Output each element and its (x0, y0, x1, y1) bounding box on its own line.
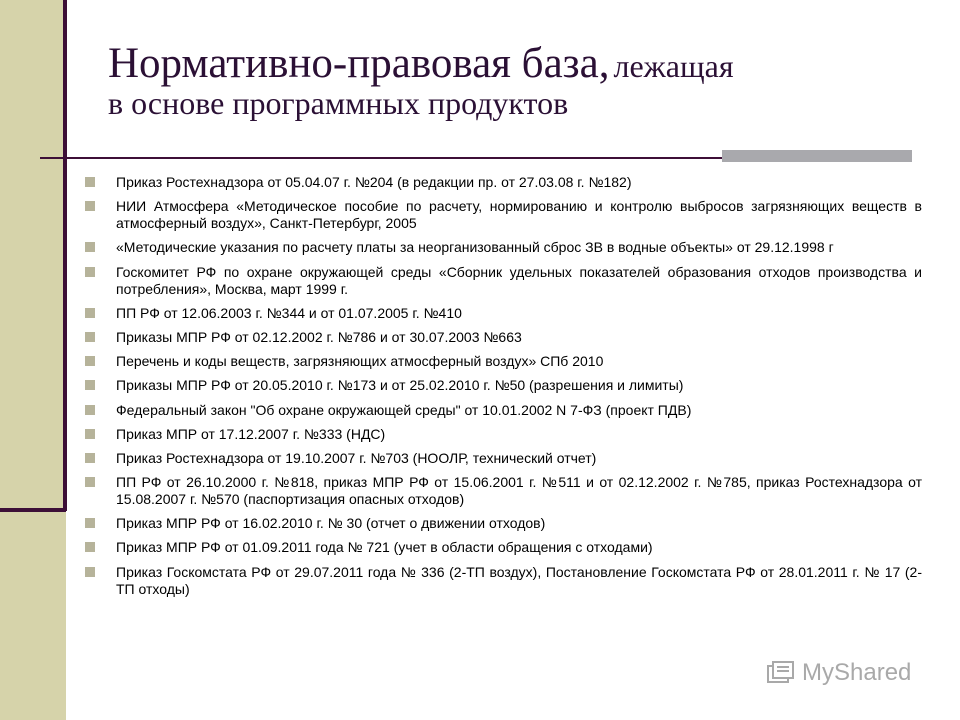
bullet-square-icon (85, 542, 95, 552)
list-item: Приказ Ростехнадзора от 05.04.07 г. №204 (в редакции пр. от 27.03.08 г. №182) (82, 174, 922, 191)
list-item: Приказ Ростехнадзора от 19.10.2007 г. №703 (НООЛР, технический отчет) (82, 450, 922, 467)
bullet-square-icon (85, 332, 95, 342)
list-item: Федеральный закон "Об охране окружающей среды" от 10.01.2002 N 7-ФЗ (проект ПДВ) (82, 402, 922, 419)
title-divider-accent (722, 150, 912, 162)
list-item: Приказ Госкомстата РФ от 29.07.2011 года № 336 (2-ТП воздух), Постановление Госкомстата РФ от 28.01.2011 г. № 17 (2-ТП отходы) (82, 564, 922, 598)
title-line-2: в основе программных продуктов (108, 85, 569, 121)
list-item: Приказ МПР РФ от 16.02.2010 г. № 30 (отчет о движении отходов) (82, 515, 922, 532)
bullet-square-icon (85, 242, 95, 252)
bullet-square-icon (85, 405, 95, 415)
list-item: ПП РФ от 12.06.2003 г. №344 и от 01.07.2005 г. №410 (82, 305, 922, 322)
list-item: Приказ МПР от 17.12.2007 г. №333 (НДС) (82, 426, 922, 443)
bullet-square-icon (85, 308, 95, 318)
list-item: Приказы МПР РФ от 02.12.2002 г. №786 и от 30.07.2003 №663 (82, 329, 922, 346)
title-main: Нормативно-правовая база, (108, 40, 610, 87)
bullet-square-icon (85, 267, 95, 277)
watermark-text: MyShared (802, 659, 912, 686)
list-item: «Методические указания по расчету платы за неорганизованный сброс ЗВ в водные объекты» от 29.12.1998 г (82, 239, 922, 256)
list-item: НИИ Атмосфера «Методическое пособие по расчету, нормированию и контролю выбросов загрязняющих веществ в атмосферный воздух», Санкт-Петербург, 2005 (82, 198, 922, 232)
title-continuation: лежащая (613, 48, 734, 84)
left-decor-foot (0, 508, 66, 512)
left-decor-band (0, 0, 66, 720)
bullet-square-icon (85, 453, 95, 463)
watermark (766, 660, 911, 686)
list-item: ПП РФ от 26.10.2000 г. №818, приказ МПР РФ от 15.06.2001 г. №511 и от 02.12.2002 г. №785, приказ Ростехнадзора от 15.08.2007 г. №570 (паспортизация опасных отходов) (82, 474, 922, 508)
list-item: Приказы МПР РФ от 20.05.2010 г. №173 и от 25.02.2010 г. №50 (разрешения и лимиты) (82, 377, 922, 394)
slides-icon (766, 660, 796, 686)
list-item: Перечень и коды веществ, загрязняющих атмосферный воздух» СПб 2010 (82, 353, 922, 370)
list-item: Госкомитет РФ по охране окружающей среды «Сборник удельных показателей образования отходов производства и потребления», Москва, март 1999 г. (82, 264, 922, 298)
slide-title (108, 42, 928, 119)
regulation-list (82, 174, 922, 605)
bullet-square-icon (85, 177, 95, 187)
bullet-square-icon (85, 518, 95, 528)
bullet-square-icon (85, 356, 95, 366)
bullet-square-icon (85, 380, 95, 390)
list-item: Приказ МПР РФ от 01.09.2011 года № 721 (учет в области обращения с отходами) (82, 539, 922, 556)
left-decor-line (63, 0, 67, 511)
bullet-square-icon (85, 429, 95, 439)
bullet-square-icon (85, 201, 95, 211)
bullet-square-icon (85, 567, 95, 577)
bullet-square-icon (85, 477, 95, 487)
